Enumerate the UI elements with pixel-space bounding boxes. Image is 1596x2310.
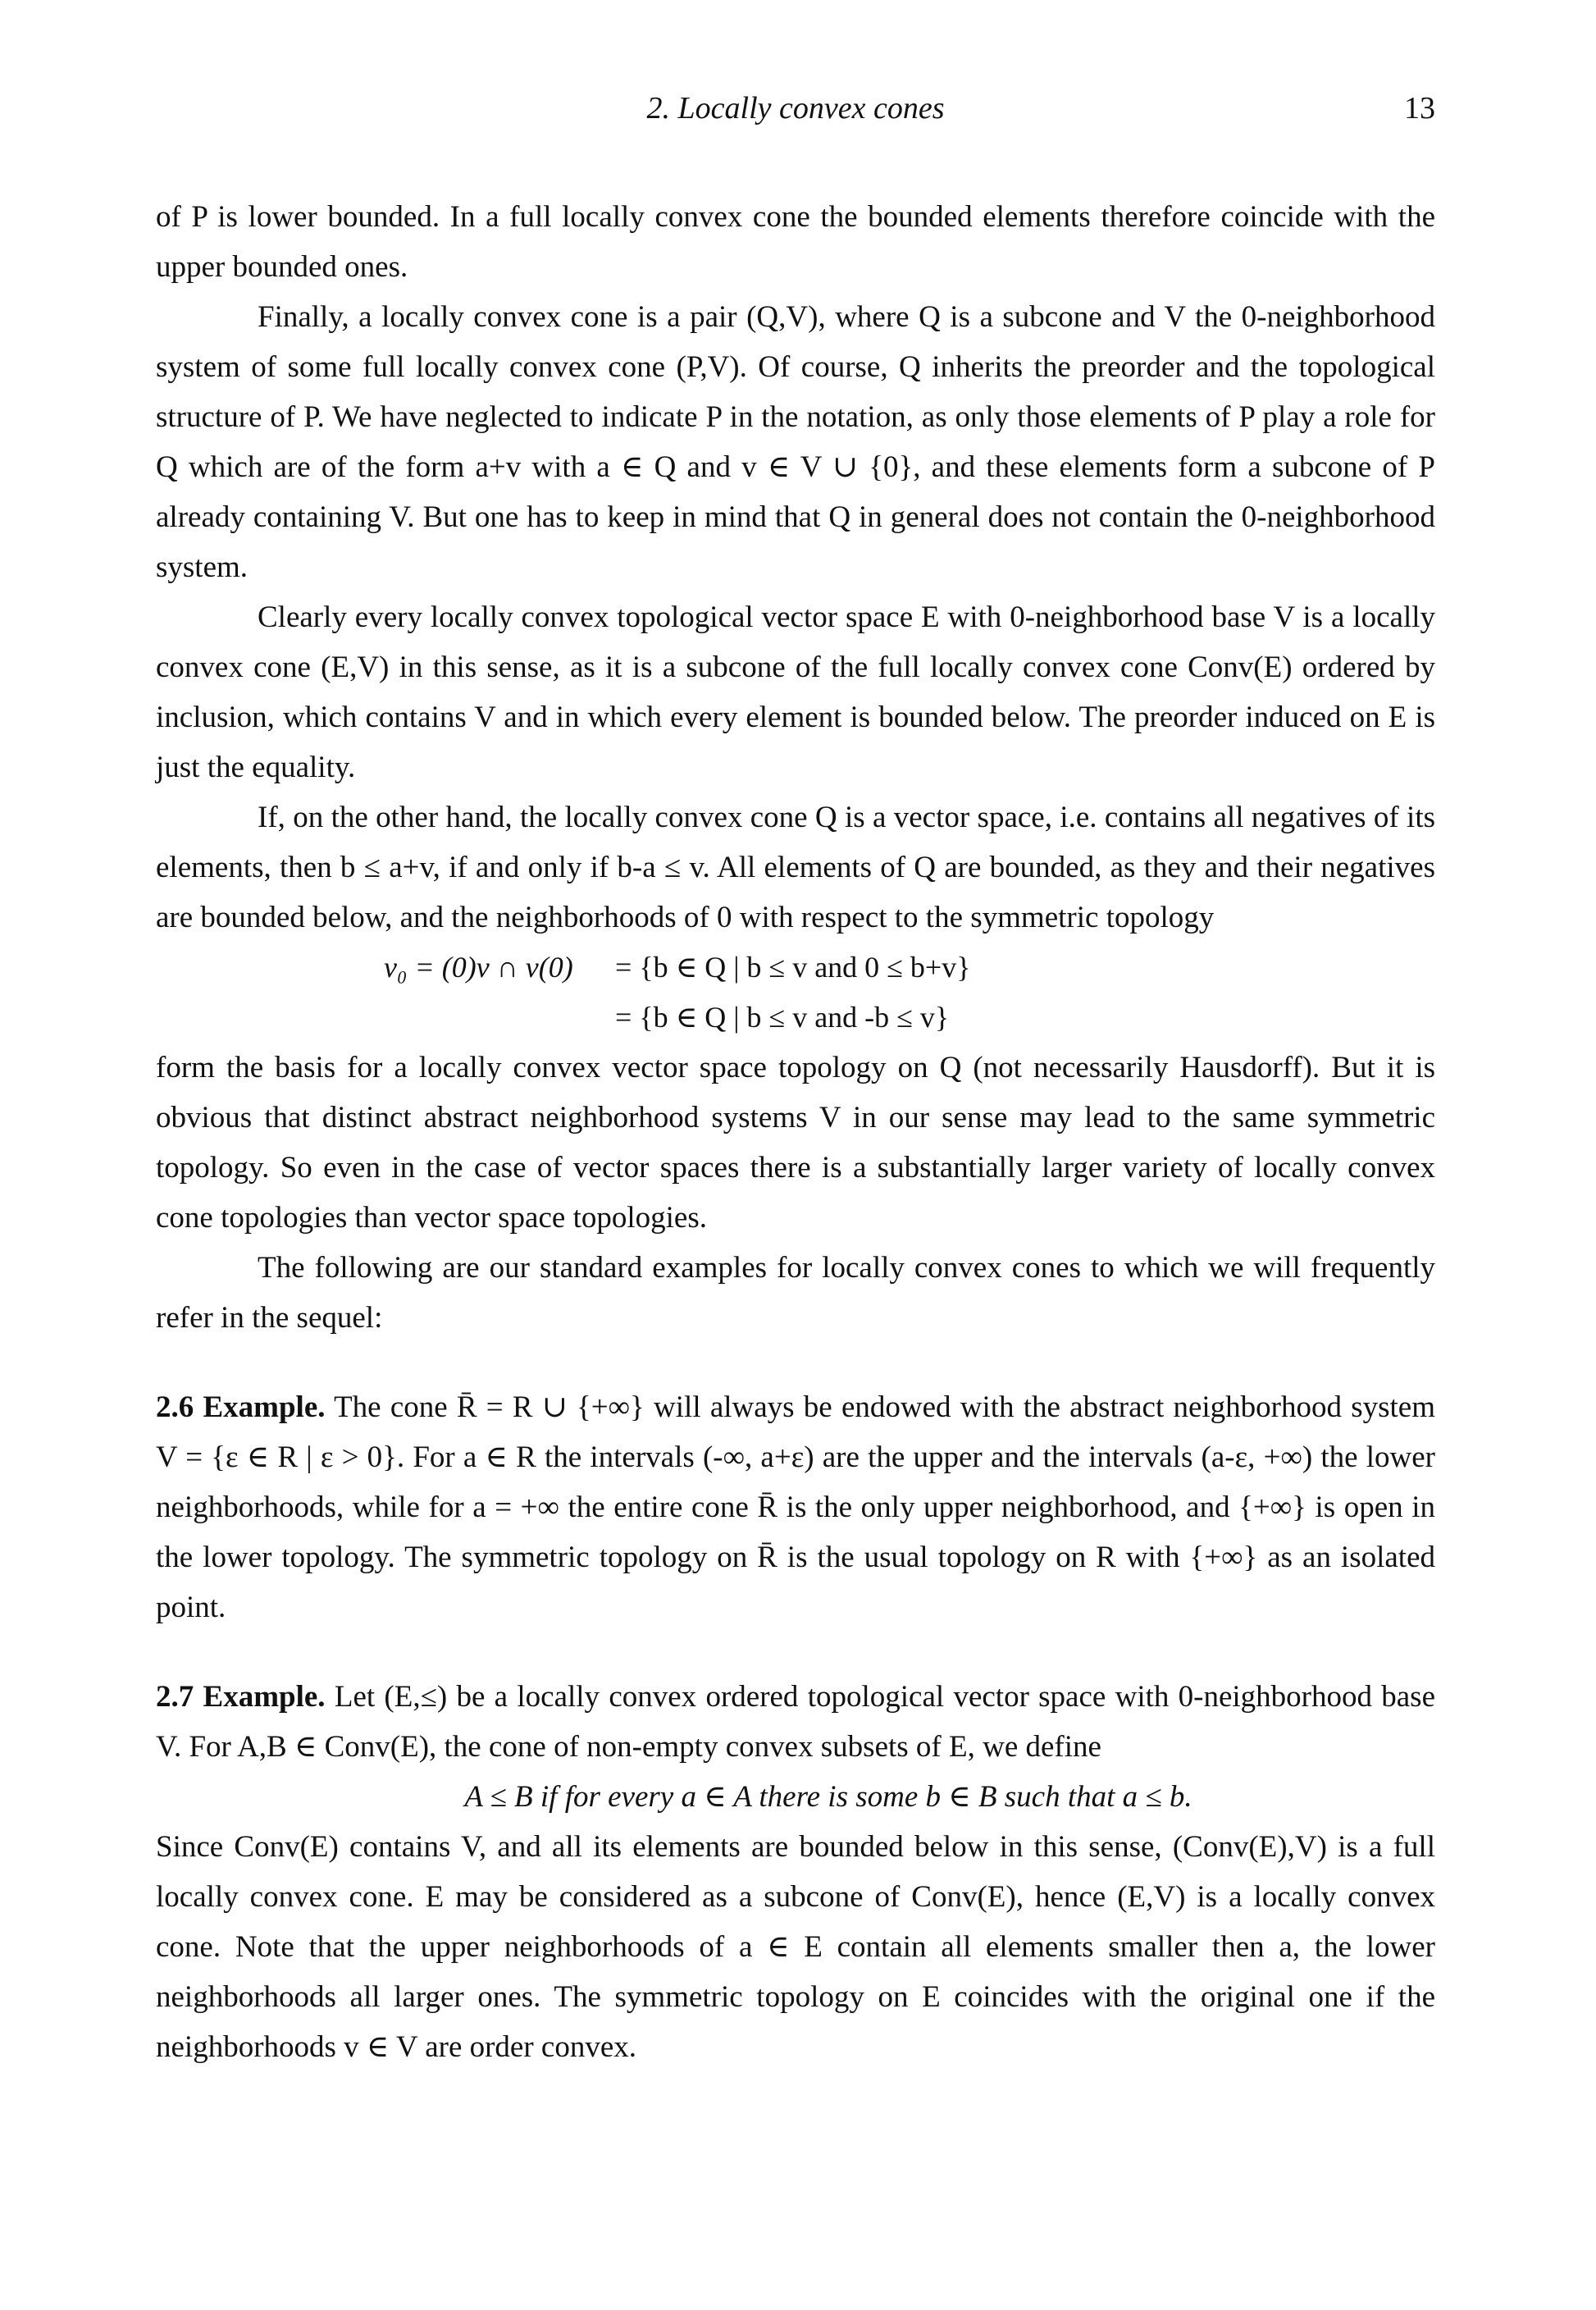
example-2-6 <box>156 1382 1435 1632</box>
running-head <box>156 90 1435 139</box>
paragraph: form the basis for a locally convex vector space topology on Q (not necessarily Hausdorff). But it is obvious that distinct abstract neighborhood systems V in our sense may lead to the same symmetric topology. So even in the case of vector spaces there is a substantially larger variety of locally convex cone topologies than vector space topologies. <box>156 1051 1435 1235</box>
paragraph: If, on the other hand, the locally convex cone Q is a vector space, i.e. contains all negatives of its elements, then b ≤ a+v, if and only if b-a ≤ v. All elements of Q are bounded, as they and their negatives are bounded below, and the neighborhoods of 0 with respect to the symmetric topology <box>156 801 1435 934</box>
page <box>156 90 1435 2072</box>
paragraph: Clearly every locally convex topological vector space E with 0-neighborhood base V is a locally convex cone (E,V) in this sense, as it is a subcone of the full locally convex cone Conv(E) ordered by inclusion, which contains V and in which every element is bounded below. The preorder induced on E is just the equality. <box>156 600 1435 784</box>
example-heading: 2.7 Example. <box>156 1680 326 1714</box>
paragraph: Finally, a locally convex cone is a pair (Q,V), where Q is a subcone and V the 0-neighborhood system of some full locally convex cone (P,V). Of course, Q inherits the preorder and the topological structure of P. We have neglected to indicate P in the notation, as only those elements of P play a role for Q which are of the form a+v with a ∈ Q and v ∈ V ∪ {0}, and these elements form a subcone of P already containing V. But one has to keep in mind that Q in general does not contain the 0-neighborhood system. <box>156 300 1435 584</box>
equation-lhs: v₀ = (0)v ∩ v(0) <box>384 951 573 984</box>
display-equation <box>156 943 1435 1043</box>
paragraph: Since Conv(E) contains V, and all its elements are bounded below in this sense, (Conv(E),V) is a full locally convex cone. E may be considered as a subcone of Conv(E), hence (E,V) is a locally convex cone. Note that the upper neighborhoods of a ∈ E contain all elements smaller then a, the lower neighborhoods all larger ones. The symmetric topology on E coincides with the original one if the neighborhoods v ∈ V are order convex. <box>156 1830 1435 2064</box>
chapter-title: 2. Locally convex cones <box>646 91 945 126</box>
page-number: 13 <box>1404 91 1435 126</box>
example-heading: 2.6 Example. <box>156 1390 326 1424</box>
paragraph: The following are our standard examples for locally convex cones to which we will frequently refer in the sequel: <box>156 1251 1435 1335</box>
body-text <box>156 192 1435 2072</box>
example-text: Let (E,≤) be a locally convex ordered topological vector space with 0-neighborhood base V. For A,B ∈ Conv(E), the cone of non-empty convex subsets of E, we define <box>156 1680 1436 1764</box>
equation-line-2: = {b ∈ Q | b ≤ v and -b ≤ v} <box>615 1001 950 1034</box>
equation-line-1: = {b ∈ Q | b ≤ v and 0 ≤ b+v} <box>615 951 971 984</box>
example-text: The cone R̄ = R ∪ {+∞} will always be endowed with the abstract neighborhood system V = {ε ∈ R | ε > 0}. For a ∈ R the intervals (-∞, a+ε) are the upper and the intervals (a-ε, +∞) the lower neighborhoods, while for a = +∞ the entire cone R̄ is the only upper neighborhood, and {+∞} is open in the lower topology. The symmetric topology on R̄ is the usual topology on R with {+∞} as an isolated point. <box>156 1390 1435 1624</box>
order-definition: A ≤ B if for every a ∈ A there is some b ∈ B such that a ≤ b. <box>464 1780 1192 1814</box>
paragraph: of P is lower bounded. In a full locally convex cone the bounded elements therefore coincide with the upper bounded ones. <box>156 200 1435 284</box>
example-2-7 <box>156 1672 1435 1772</box>
